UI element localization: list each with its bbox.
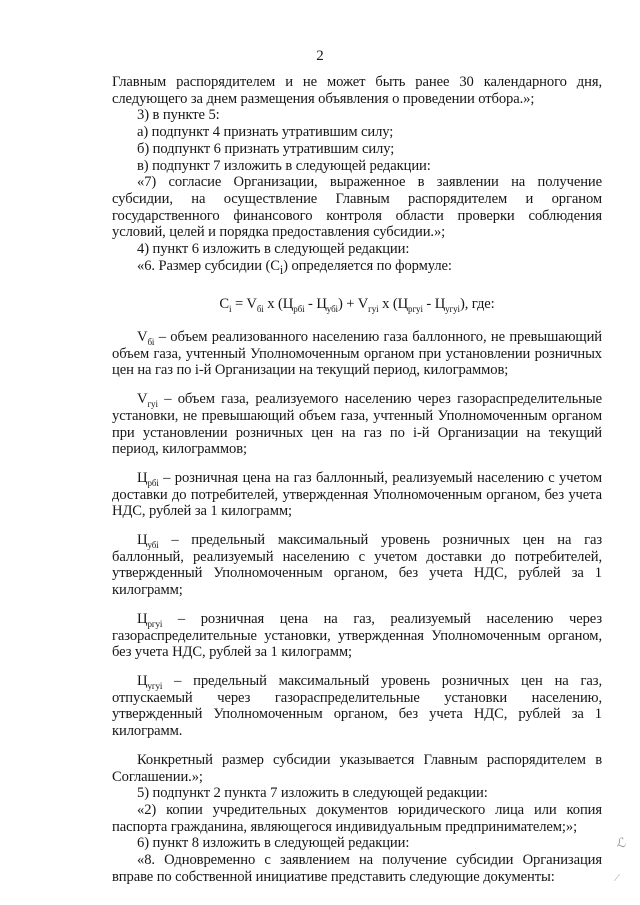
paragraph-continuation: Главным распорядителем и не может быть ранее 30 календарного дня, следующего за днем размещения объявления о проведении отбора.»; (112, 74, 602, 107)
paragraph-item-5: 5) подпункт 2 пункта 7 изложить в следующей редакции: (137, 785, 488, 802)
document-body (112, 74, 602, 885)
paragraph-subsidy-amount: Конкретный размер субсидии указывается Главным распорядителем в Соглашении.»; (112, 751, 602, 785)
paragraph-subitem-a: а) подпункт 4 признать утратившим силу; (137, 124, 394, 141)
definition-c-rgu: $Ц_{ргуi}$ – розничная цена на газ, реализуемый населению через газораспределительные установки, утвержденная Уполномоченным органом, без учета НДС, рублей за 1 килограмм; (112, 610, 602, 661)
paragraph-item-6: 6) пункт 8 изложить в следующей редакции: (137, 835, 410, 852)
subsidy-formula: $C_i = V_{бi}$ x $(Ц_{рбi} - Ц_{убi}) + V_{гуi}$ x $(Ц_{ргуi} - Ц_{угуi})$, где: (219, 296, 495, 315)
paragraph-quote-2: «2) копии учредительных документов юридического лица или копия паспорта гражданина, являющегося индивидуальным предпринимателем;»; (112, 801, 602, 835)
definition-c-rb: $Ц_{рбi}$ – розничная цена на газ баллонный, реализуемый населению с учетом доставки до потребителей, утвержденная Уполномоченным органом, без учета НДС, рублей за 1 килограмм; (112, 469, 602, 520)
definition-c-ub: $Ц_{убi}$ – предельный максимальный уровень розничных цен на газ баллонный, реализуемый населению с учетом доставки до потребителей, утвержденный Уполномоченным органом, без учета НДС, рублей за 1 килограмм; (112, 532, 602, 599)
definition-v-gu: $V_{гуi}$ – объем газа, реализуемого населению через газораспределительные установки, не превышающий объем газа, учтенный Уполномоченным органом при установлении розничных цен на газ по i-й Организации на текущий период, килограммов; (112, 391, 602, 458)
margin-mark: ℒ (616, 835, 626, 850)
paragraph-subitem-b: б) подпункт 6 признать утратившим силу; (137, 140, 395, 157)
definition-v-b: $V_{бi}$ – объем реализованного населению газа баллонного, не превышающий объем газа, учтенный Уполномоченным органом при установлении розничных цен на газ по i-й Организации на текущий период, килограммов; (112, 329, 602, 379)
paragraph-item-4: 4) пункт 6 изложить в следующей редакции: (137, 241, 410, 258)
definition-c-ugu: $Ц_{угуi}$ – предельный максимальный уровень розничных цен на газ, отпускаемый через газораспределительные установки населению, утвержденный Уполномоченным органом, без учета НДС, рублей за 1 килограмм. (112, 673, 602, 740)
paragraph-quote-8: «8. Одновременно с заявлением на получение субсидии Организация вправе по собственной инициативе представить следующие документы: (112, 852, 602, 885)
margin-mark: ⁄ (616, 872, 618, 884)
paragraph-quote-7: «7) согласие Организации, выраженное в заявлении на получение субсидии, на осуществление Главным распорядителем и органом государственного финансового контроля области проверки соблюдения условий, целей и порядка предоставления субсидии.»; (112, 174, 602, 241)
paragraph-item-3: 3) в пункте 5: (137, 107, 220, 124)
page-number: 2 (316, 48, 324, 64)
paragraph-quote-6: «6. Размер субсидии $(C_i)$ определяется по формуле: (137, 257, 452, 277)
paragraph-subitem-v: в) подпункт 7 изложить в следующей редакции: (137, 157, 431, 174)
